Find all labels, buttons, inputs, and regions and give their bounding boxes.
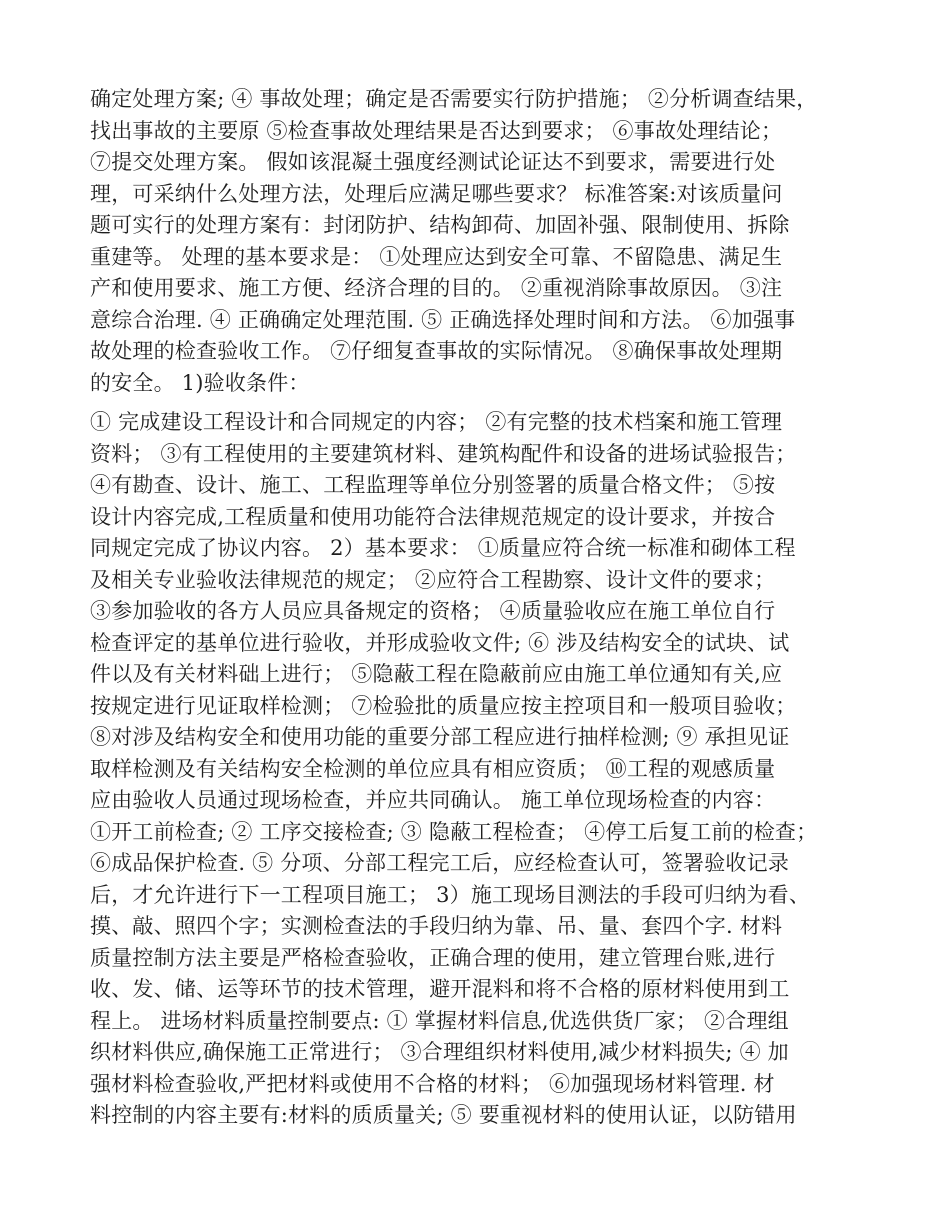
text-line: 强材料检查验收,严把材料或使用不合格的材料； ⑥加强现场材料管理. 材: [90, 1071, 775, 1096]
text-line: 后，才允许进行下一工程项目施工； 3）施工现场目测法的手段可归纳为看、: [90, 882, 811, 907]
text-line: ① 完成建设工程设计和合同规定的内容； ②有完整的技术档案和施工管理: [90, 410, 783, 434]
text-line: 取样检测及有关结构安全检测的单位应具有相应资质； ⑩工程的观感质量: [90, 756, 776, 781]
text-line: 确定处理方案; ④ 事故处理；确定是否需要实行防护措施； ②分析调查结果，: [90, 87, 818, 111]
text-line: 产和使用要求、施工方便、经济合理的目的。 ②重视消除事故原因。 ③注: [90, 276, 783, 300]
text-line: 的安全。 1)验收条件：: [90, 370, 310, 395]
text-line: ⑦提交处理方案。 假如该混凝土强度经测试论证达不到要求，需要进行处: [90, 150, 776, 174]
text-line: 故处理的检查验收工作。 ⑦仔细复查事故的实际情况。 ⑧确保事故处理期: [90, 339, 783, 363]
text-line: 程上。 进场材料质量控制要点: ① 掌握材料信息,优选供货厂家； ②合理组: [90, 1008, 789, 1033]
text-line: 件以及有关材料础上进行； ⑤隐蔽工程在隐蔽前应由施工单位通知有关,应: [90, 662, 783, 686]
text-line: ⑧对涉及结构安全和使用功能的重要分部工程应进行抽样检测; ⑨ 承担见证: [90, 725, 790, 749]
text-line: 资料； ③有工程使用的主要建筑材料、建筑构配件和设备的进场试验报告；: [90, 441, 797, 466]
text-line: 重建等。 处理的基本要求是： ①处理应达到安全可靠、不留隐患、满足生: [90, 244, 783, 269]
text-line: 题可实行的处理方案有：封闭防护、结构卸荷、加固补强、限制使用、拆除: [90, 213, 790, 237]
text-line: 及相关专业验收法律规范的规定； ②应符合工程勘察、设计文件的要求；: [90, 567, 776, 592]
text-line: 找出事故的主要原 ⑤检查事故处理结果是否达到要求； ⑥事故处理结论；: [90, 118, 783, 143]
text-line: 收、发、储、运等环节的技术管理，避开混料和将不合格的原材料使用到工: [90, 977, 790, 1001]
text-line: 理，可采纳什么处理方法，处理后应满足哪些要求？ 标准答案:对该质量问: [90, 181, 783, 206]
text-line: 摸、敲、照四个字；实测检查法的手段归纳为靠、吊、量、套四个字. 材料: [90, 914, 783, 938]
text-line: 检查评定的基单位进行验收，并形成验收文件; ⑥ 涉及结构安全的试块、试: [90, 630, 790, 655]
text-line: ⑥成品保护检查. ⑤ 分项、分部工程完工后，应经检查认可，签署验收记录: [90, 851, 790, 875]
text-line: ③参加验收的各方人员应具备规定的资格； ④质量验收应在施工单位自行: [90, 599, 776, 623]
text-line: 按规定进行见证取样检测； ⑦检验批的质量应按主控项目和一般项目验收；: [90, 693, 797, 718]
text-line: 织材料供应,确保施工正常进行； ③合理组织材料使用,减少材料损失; ④ 加: [90, 1040, 789, 1064]
text-line: 料控制的内容主要有:材料的质质量关; ⑤ 要重视材料的使用认证，以防错用: [90, 1103, 797, 1127]
text-line: 质量控制方法主要是严格检查验收，正确合理的使用，建立管理台账,进行: [90, 945, 776, 970]
text-line: 意综合治理. ④ 正确确定处理范围. ⑤ 正确选择处理时间和方法。 ⑥加强事: [90, 307, 796, 332]
text-line: 同规定完成了协议内容。 2）基本要求： ①质量应符合统一标准和砌体工程: [90, 536, 796, 560]
paragraph-accident-handling: [90, 84, 818, 399]
text-line: ④有勘查、设计、施工、工程监理等单位分别签署的质量合格文件； ⑤按: [90, 473, 776, 497]
text-line: 设计内容完成,工程质量和使用功能符合法律规范规定的设计要求，并按合: [90, 504, 776, 529]
text-line: ①开工前检查; ② 工序交接检查; ③ 隐蔽工程检查； ④停工后复工前的检查；: [90, 819, 818, 844]
text-line: 应由验收人员通过现场检查，并应共同确认。 施工单位现场检查的内容：: [90, 788, 776, 812]
paragraph-acceptance-requirements: [90, 407, 817, 1132]
